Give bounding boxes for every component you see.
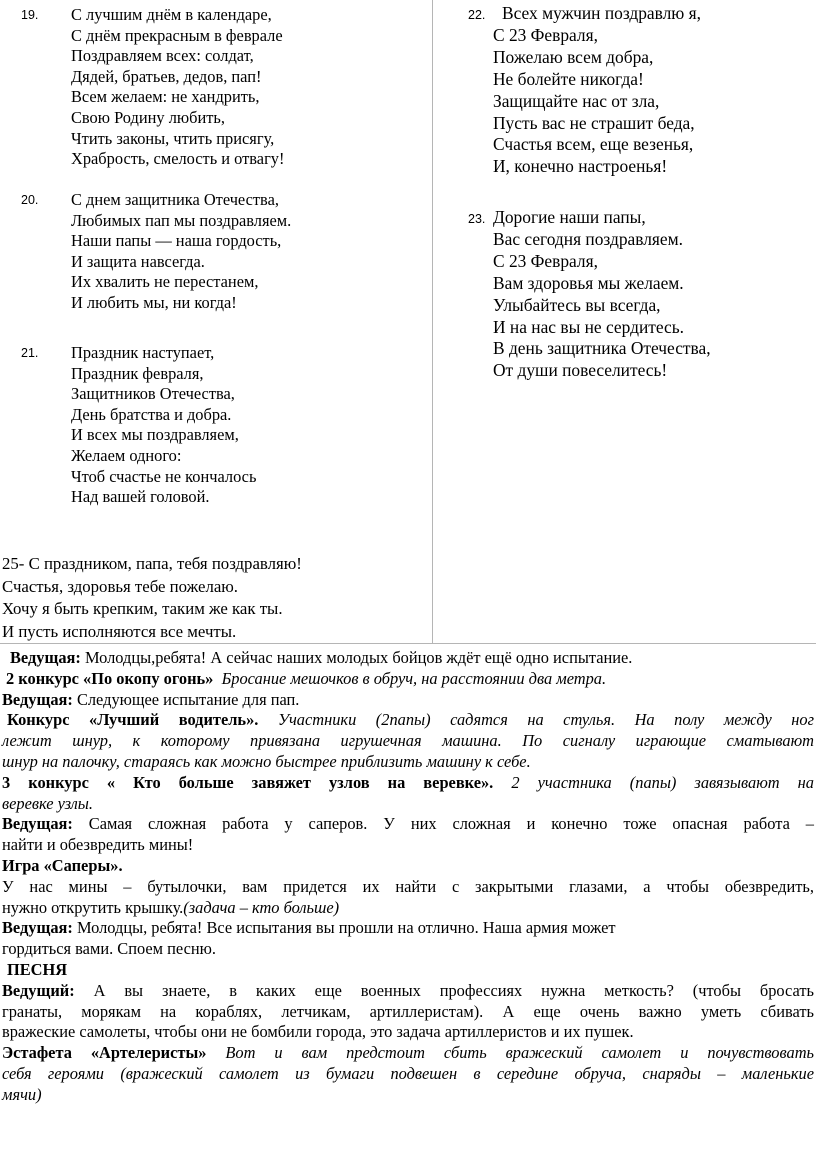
game-title: Игра «Саперы». [2,855,123,875]
poem-line: Чтить законы, чтить присягу, [71,128,275,148]
poem-line: С 23 Февраля, [493,24,598,45]
poem-line: Дядей, братьев, дедов, пап! [71,66,262,86]
host-text: А вы знаете, в каких еще военных профессиях нужна меткость? (чтобы бросать [74,980,814,1000]
host-line [2,981,814,1043]
poem-line: Храбрость, смелость и отвагу! [71,149,285,169]
host-text: Самая сложная работа у саперов. У них сложная и конечно тоже опасная работа – [72,814,814,834]
song-heading: ПЕСНЯ [7,959,68,979]
poem-line: Желаем одного: [71,445,182,465]
contest-description: Бросание мешочков в обруч, на расстоянии два метра. [221,668,607,688]
host-line [2,690,814,711]
host-line [2,814,814,856]
poem-line: Их хвалить не перестанем, [71,272,259,292]
poem-line: С днём прекрасным в феврале [71,25,283,45]
poem-line: Вам здоровья мы желаем. [493,272,684,293]
poem-line: Всем желаем: не хандрить, [71,87,260,107]
poem-line: Счастья всем, еще везенья, [493,134,694,155]
poem-line: От души повеселитесь! [493,360,668,381]
host-text: вражеские самолеты, чтобы они не бомбили города, это задача артиллеристов и их пушек. [2,1022,634,1042]
poem-21 [21,343,256,508]
contest-2 [2,669,814,690]
poem-line: Над вашей головой. [71,487,210,507]
poem-line: Любимых пап мы поздравляем. [71,210,292,230]
poem-number: 19. [21,8,39,22]
game-rules-text: нужно открутить крышку. [2,897,184,917]
poem-25 [2,553,302,643]
poem-line: В день защитника Отечества, [493,338,711,359]
poem-line: Защитников Отечества, [71,384,235,404]
contest-description: мячи) [2,1084,42,1104]
poem-number: 22. [468,8,486,22]
speaker-label: Ведущая: [2,918,73,938]
poem-line: Счастья, здоровья тебе пожелаю. [2,576,239,596]
poem-line: Праздник наступает, [71,343,215,362]
poem-line: И пусть исполняются все мечты. [2,621,237,641]
poem-number: 23. [468,212,486,226]
contest-description: лежит шнур, к которому привязана игрушечная машина. По сигналу играющие сматывают [2,731,814,751]
contest-title: Конкурс «Лучший водитель». [7,710,259,730]
poem-line: Не болейте никогда! [493,68,644,89]
game-rules-text: У нас мины – бутылочки, вам придется их найти с закрытыми глазами, а чтобы обезвредить, [2,876,814,896]
poem-line: День братства и добра. [71,404,232,424]
speaker-label: Ведущий: [2,980,75,1000]
contest-description: Участники (2папы) садятся на стулья. На полу между ног [277,710,814,730]
event-script [2,648,814,1106]
poem-line: И, конечно настроенья! [493,156,668,177]
poem-line: Праздник февраля, [71,363,204,383]
poem-line: 25- С праздником, папа, тебя поздравляю! [2,554,302,573]
speaker-label: Ведущая: [2,814,73,834]
game-note: (задача – кто больше) [183,897,340,917]
host-line [2,918,814,960]
poem-line: И на нас вы не сердитесь. [493,316,685,337]
host-text: найти и обезвредить мины! [2,835,194,855]
poem-number: 21. [21,346,39,360]
poem-line: Пожелаю всем добра, [493,46,654,67]
poem-line: Всех мужчин поздравлю я, [502,3,701,23]
speaker-label: Ведущая: [2,689,73,709]
relay-artillery [2,1043,814,1105]
contest-description: 2 участника (папы) завязывают на [511,772,814,792]
poem-line: Вас сегодня поздравляем. [493,228,683,249]
contest-description: себя героями (вражеский самолет из бумаги подвешен в середине обруча, снаряды – маленькие [2,1063,814,1083]
poem-lines [493,3,701,178]
contest-description: веревке узлы. [2,793,93,813]
poem-line: С 23 Февраля, [493,250,598,271]
poem-line: Дорогие наши папы, [493,207,646,227]
contest-title: Эстафета «Артелеристы» [2,1043,207,1063]
host-text: Следующее испытание для пап. [72,689,300,709]
contest-description: Вот и вам предстоит сбить вражеский самолет и почувствовать [206,1043,815,1063]
poem-line: Хочу я быть крепким, таким же как ты. [2,599,283,619]
poem-line: С лучшим днём в календаре, [71,5,272,24]
poem-20 [21,190,291,314]
poem-number: 20. [21,193,39,207]
poem-line: Улыбайтесь вы всегда, [493,294,661,315]
poem-line: И всех мы поздравляем, [71,425,239,445]
host-text: гранаты, морякам на кораблях, летчикам, артиллеристам). А еще очень важно уметь сбивать [2,1001,814,1021]
poem-line: Пусть вас не страшит беда, [493,112,695,133]
poem-19 [21,5,284,170]
poem-22 [433,3,701,178]
poem-lines [71,190,291,314]
poem-23 [433,207,711,382]
poem-line: Наши папы — наша гордость, [71,231,282,251]
poem-line: Защищайте нас от зла, [493,90,660,111]
speaker-label: Ведущая: [10,648,81,667]
game-rules [2,877,814,919]
host-text: Молодцы,ребята! А сейчас наших молодых бойцов ждёт ещё одно испытание. [80,648,633,667]
poem-line: С днем защитника Отечества, [71,190,279,209]
contest-best-driver [2,710,814,772]
host-text: гордиться вами. Споем песню. [2,939,216,959]
contest-title: 2 конкурс «По окопу огонь» [6,668,214,688]
poem-lines [71,5,284,170]
poem-line: Чтоб счастье не кончалось [71,466,257,486]
poem-lines [493,207,711,382]
host-text: Молодцы, ребята! Все испытания вы прошли на отлично. Наша армия может [72,918,616,938]
host-line [2,648,814,669]
poem-line: И любить мы, ни когда! [71,292,237,312]
poem-line: Поздравляем всех: солдат, [71,46,254,66]
poem-line: Свою Родину любить, [71,107,225,127]
poem-line: И защита навсегда. [71,251,205,271]
contest-title: 3 конкурс « Кто больше завяжет узлов на веревке». [2,772,494,792]
contest-3 [2,773,814,815]
poem-lines [71,343,256,508]
contest-description: шнур на палочку, стараясь как можно быстрее приблизить машину к себе. [2,751,531,771]
